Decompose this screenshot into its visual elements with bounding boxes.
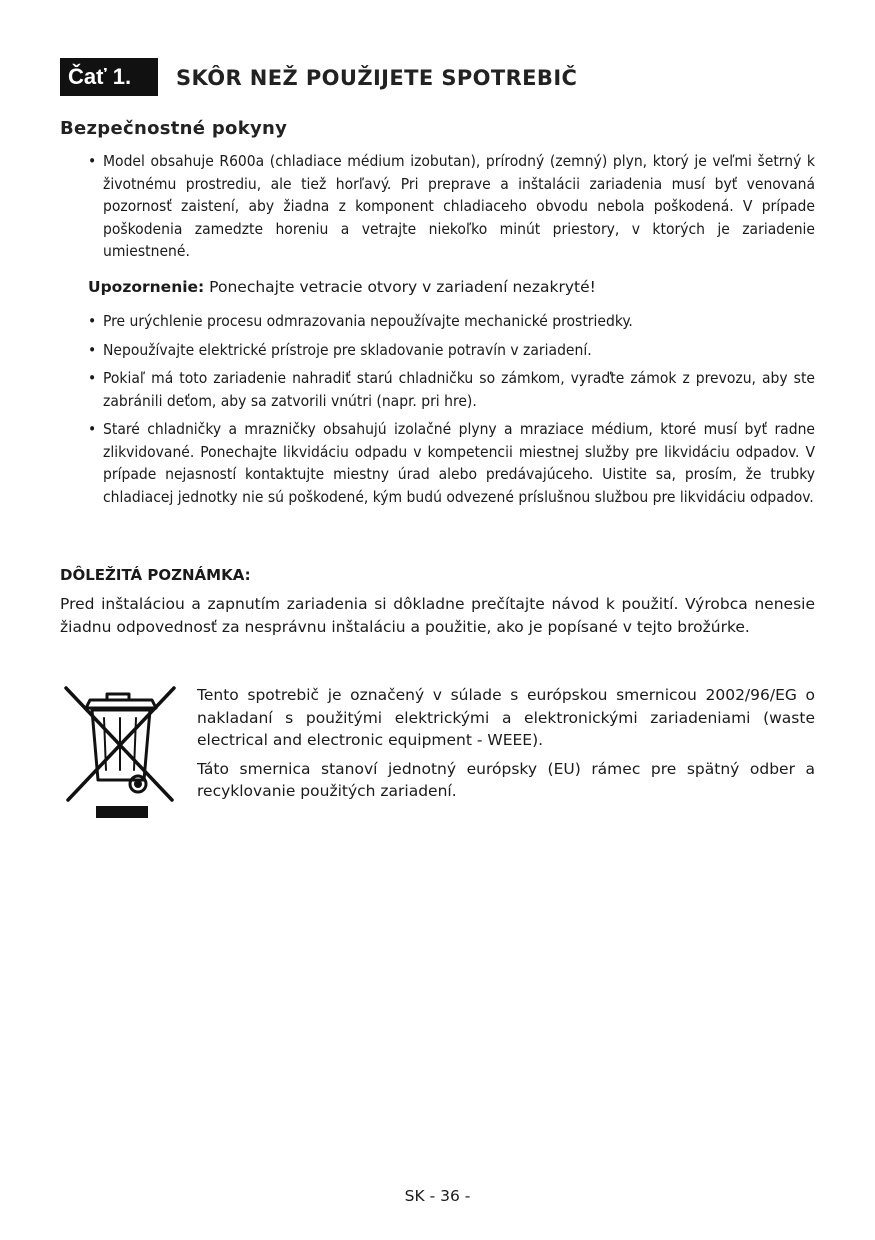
page-number: SK - 36 - — [404, 1187, 471, 1205]
weee-notice — [197, 684, 815, 809]
list-item-text: Nepoužívajte elektrické prístroje pre skladovanie potravín v zariadení. — [103, 340, 592, 359]
part-badge: Čať 1. — [60, 58, 158, 96]
list-item — [88, 150, 815, 263]
bullet-icon: • — [88, 152, 97, 170]
safety-list — [88, 310, 815, 514]
list-item — [88, 339, 815, 362]
warning-label: Upozornenie: — [88, 278, 205, 296]
list-item — [88, 310, 815, 333]
warning-note — [88, 276, 596, 298]
chapter-title: SKÔR NEŽ POUŽIJETE SPOTREBIČ — [176, 66, 578, 90]
list-item-text: Staré chladničky a mrazničky obsahujú izolačné plyny a mraziace médium, ktoré musí byť radne zlikvidované. Ponechajte likvidáciu odpadu v kompetencii miestnej služby pre likvidáciu odpadov. V prípade nejasností kontaktujte miestny úrad alebo predávajúceho. Uistite sa, prosím, že trubky chladiacej jednotky nie sú poškodené, kým budú odvezené príslušnou službou pre likvidáciu odpadov. — [103, 420, 815, 506]
safety-heading: Bezpečnostné pokyny — [60, 118, 288, 139]
list-item — [88, 418, 815, 508]
bullet-icon: • — [88, 340, 97, 359]
weee-paragraph: Tento spotrebič je označený v súlade s európskou smernicou 2002/96/EG o nakladaní s použitými elektrickými a elektronickými zariadeniami (waste electrical and electronic equipment - WEEE). — [197, 686, 815, 749]
list-item-text: Model obsahuje R600a (chladiace médium izobutan), prírodný (zemný) plyn, ktorý je veľmi šetrný k životnému prostrediu, ale tiež horľavý. Pri preprave a inštalácii zariadenia musí byť venovaná pozornosť zaistení, aby žiadna z komponent chladiaceho obvodu nebola poškodená. V prípade poškodenia zamedzte horeniu a vetrajte niekoľko minút priestory, v ktorých je zariadenie umiestnené. — [103, 152, 815, 260]
warning-text: Ponechajte vetracie otvory v zariadení nezakryté! — [204, 278, 596, 296]
crossed-out-wheelie-bin-icon — [60, 684, 180, 820]
important-note-heading: DÔLEŽITÁ POZNÁMKA: — [60, 566, 251, 584]
list-item — [88, 367, 815, 412]
list-item-text: Pre urýchlenie procesu odmrazovania nepoužívajte mechanické prostriedky. — [103, 312, 633, 330]
list-item-text: Pokiaľ má toto zariadenie nahradiť starú chladničku so zámkom, vyraďte zámok z prevozu, aby ste zabránili deťom, aby sa zatvorili vnútri (napr. pri hre). — [103, 369, 815, 410]
bullet-icon: • — [88, 420, 97, 438]
weee-paragraph: Táto smernica stanoví jednotný európsky (EU) rámec pre spätný odber a recyklovanie použitých zariadení. — [197, 759, 815, 800]
safety-intro-list — [88, 150, 815, 263]
important-note-text: Pred inštaláciou a zapnutím zariadenia si dôkladne prečítajte návod k použití. Výrobca nenesie žiadnu odpovednosť za nesprávnu inštaláciu a použitie, ako je popísané v tejto brožúrke. — [60, 595, 815, 636]
bullet-icon: • — [88, 369, 97, 387]
bullet-icon: • — [88, 312, 97, 330]
